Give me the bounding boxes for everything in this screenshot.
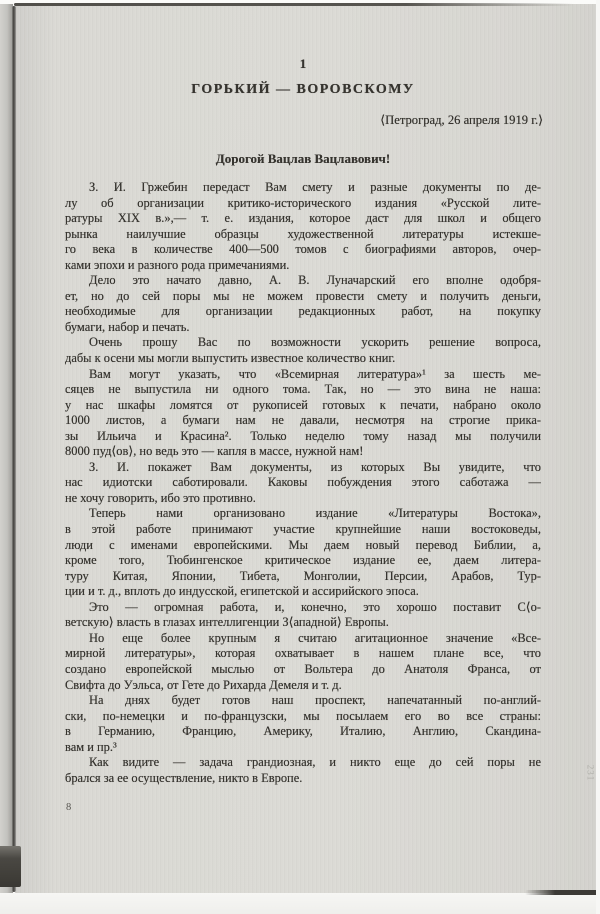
text-line: 1000 листов, а бумаги нам не давали, несмотря на строгие прика- (65, 413, 541, 428)
text-line: брался за ее осуществление, никто в Европе. (65, 770, 303, 785)
paragraph (65, 273, 541, 335)
paragraph (65, 631, 541, 693)
text-line: мирной литературы», которая охватывает в нашем плане все, что (65, 646, 541, 661)
text-line: го века в количестве 400—500 томов с биографиями авторов, очер- (65, 242, 541, 257)
text-line: Теперь нами организовано издание «Литературы Востока», (89, 506, 541, 521)
page-number: 8 (66, 802, 72, 813)
text-line: ками эпохи и разного рода примечаниями. (65, 257, 290, 272)
dateline: ⟨Петроград, 26 апреля 1919 г.⟩ (380, 113, 543, 127)
text-line: ет, но до сей поры мы не можем провести смету и получить деньги, (65, 288, 541, 303)
text-line: нас идиотски саботировали. Каковы побуждения этого саботажа — (65, 475, 541, 490)
text-line: Очень прошу Вас по возможности ускорить решение вопроса, (89, 335, 541, 350)
text-line: ветскую⟩ власть в глазах интеллигенции З⟨ападной⟩ Европы. (65, 615, 389, 630)
text-line: ски, по-немецки и по-французски, мы посылаем его во все страны: (65, 708, 541, 723)
paragraph (65, 180, 541, 273)
text-line: не хочу говорить, ибо это противно. (65, 490, 256, 505)
text-line: З. И. Гржебин передаст Вам смету и разные документы по де- (89, 180, 541, 194)
text-line: кроме того, Тюбингенское критическое издание ее, даем литера- (65, 553, 541, 568)
paragraph (65, 460, 541, 507)
paragraph (65, 600, 541, 631)
text-line: в этой работе принимают участие крупнейшие наши востоковеды, (65, 522, 541, 537)
text-line: ции и т. д., вплоть до индусской, египетской и ассирийского эпоса. (65, 584, 419, 599)
section-number: 1 (299, 56, 307, 71)
text-line: сяцев не выпустила ни одного тома. Так, но — это вина не наша: (65, 382, 541, 397)
text-line: Вам могут указать, что «Всемирная литература»¹ за шесть ме- (89, 366, 541, 381)
text-line: дабы к осени мы могли выпустить известное количество книг. (65, 351, 396, 366)
paragraph (65, 693, 541, 755)
salutation: Дорогой Вацлав Вацлавович! (215, 151, 391, 166)
text-line: Это — огромная работа, и, конечно, это хорошо поставит С⟨о- (89, 599, 541, 614)
text-line: в Германию, Францию, Америку, Италию, Англию, Скандина- (65, 724, 541, 739)
paragraph (65, 506, 541, 599)
text-line: туру Китая, Японии, Тибета, Монголии, Персии, Арабов, Тур- (65, 568, 541, 583)
text-line: бумаги, набор и печать. (65, 319, 190, 334)
text-line: Дело это начато давно, А. В. Луначарский его вполне одобря- (89, 273, 541, 288)
text-line: На днях будет готов наш проспект, напечатанный по-англий- (89, 693, 541, 708)
text-line: у нас шкафы ломятся от рукописей готовых к печати, набрано около (65, 397, 541, 412)
letter-body (65, 180, 541, 786)
text-line: рынка наилучшие образцы художественной литературы истекше- (65, 226, 541, 241)
letter-title: ГОРЬКИЙ — ВОРОВСКОМУ (191, 82, 415, 97)
text-line: ратуры XIX в.»,— т. е. издания, которое даст для школ и общего (65, 211, 541, 226)
text-line: Как видите — задача грандиозная, и никто еще до сей поры не (89, 755, 541, 770)
text-line: З. И. покажет Вам документы, из которых Вы увидите, что (89, 459, 541, 474)
paragraph (65, 335, 541, 366)
paragraph (65, 367, 541, 460)
text-line: вам и пр.³ (65, 739, 117, 754)
edge-mark: 231 (584, 764, 595, 782)
text-line: необходимые для организации редакционных работ, на покупку (65, 304, 541, 319)
text-line: создано европейской мыслью от Вольтера до Анатоля Франса, от (65, 661, 541, 676)
text-line: Но еще более крупным я считаю агитационное значение «Все- (89, 630, 541, 645)
text-line: люди с именами европейскими. Мы даем новый перевод Библии, а, (65, 537, 541, 552)
text-line: лу об организации критико-исторического издания «Русской лите- (65, 195, 541, 210)
text-line: зы Ильича и Красина². Только неделю тому назад мы получили (65, 428, 541, 443)
paragraph (65, 755, 541, 786)
text-line: 8000 пуд⟨ов⟩, но ведь это — капля в массе, нужной нам! (65, 444, 364, 459)
text-line: Свифта до Уэльса, от Гете до Рихарда Демеля и т. д. (65, 677, 342, 692)
